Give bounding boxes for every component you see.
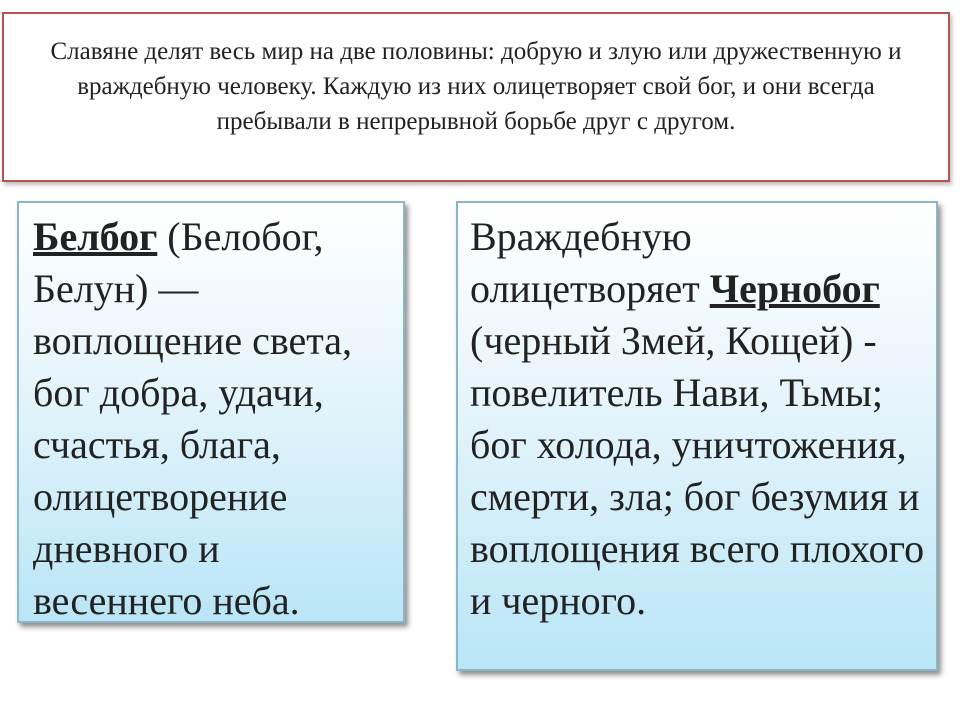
belbog-description: (Белобог, Белун) — воплощение света, бог добра, удачи, счастья, блага, олицетворение дневного и весеннего неба. — [33, 214, 352, 623]
belbog-name: Белбог — [33, 214, 158, 259]
chernobog-card — [456, 201, 938, 671]
chernobog-description: (черный Змей, Кощей) - повелитель Нави, Тьмы; бог холода, уничтожения, смерти, зла; бог безумия и воплощения всего плохого и черного. — [470, 318, 925, 623]
chernobog-name: Чернобог — [709, 266, 880, 311]
belbog-card — [17, 201, 405, 623]
intro-box — [2, 12, 950, 182]
intro-text: Славяне делят весь мир на две половины: добрую и злую или дружественную и враждебную человеку. Каждую из них олицетворяет свой бог, и они всегда пребывали в непрерывной борьбе друг с другом. — [50, 38, 902, 135]
chernobog-lead: Враждебную олицетворяет — [470, 214, 710, 311]
